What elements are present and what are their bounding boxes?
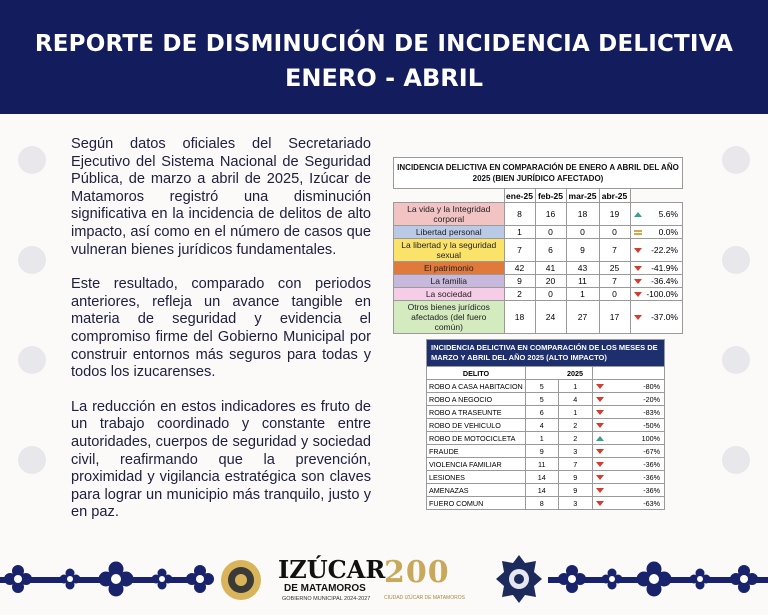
percent-value: -100.0%	[646, 289, 678, 299]
trend-up-icon	[596, 436, 604, 441]
percent-change: -80%	[607, 380, 665, 393]
table2-row	[427, 484, 665, 497]
delito-name: FRAUDE	[427, 445, 526, 458]
month-value: 2	[504, 288, 535, 301]
table2-caption: INCIDENCIA DELICTIVA EN COMPARACIÓN DE LOS MESES DE MARZO Y ABRIL DEL AÑO 2025 (ALTO IMPACTO)	[427, 340, 665, 367]
table2-row	[427, 406, 665, 419]
col-header: abr-25	[599, 189, 630, 203]
category-label: Otros bienes jurídicos afectados (del fuero común)	[394, 301, 505, 334]
trend-equal-icon	[634, 230, 642, 235]
trend-down-icon	[596, 488, 604, 493]
month-value: 14	[526, 484, 559, 497]
police-badge-icon	[494, 553, 544, 605]
percent-value: -36.4%	[651, 276, 678, 286]
table1-row	[394, 288, 683, 301]
percent-change	[630, 262, 683, 275]
percent-change: -67%	[607, 445, 665, 458]
table2-row	[427, 419, 665, 432]
delito-name: ROBO A TRASEUNTE	[427, 406, 526, 419]
month-value: 7	[599, 275, 630, 288]
trend-down-icon	[634, 248, 642, 253]
table1-row	[394, 226, 683, 239]
col-delito: DELITO	[427, 367, 526, 380]
trend-down-icon	[596, 423, 604, 428]
category-label: El patrimonio	[394, 262, 505, 275]
flower-icon	[688, 567, 712, 591]
delito-name: FUERO COMUN	[427, 497, 526, 510]
percent-change	[630, 288, 683, 301]
percent-change	[630, 226, 683, 239]
month-value: 0	[566, 226, 599, 239]
month-value: 20	[535, 275, 566, 288]
trend-down-icon	[596, 475, 604, 480]
month-value: 7	[558, 458, 593, 471]
month-value: 11	[566, 275, 599, 288]
trend-down-icon	[634, 279, 642, 284]
delito-name: ROBO DE MOTOCICLETA	[427, 432, 526, 445]
month-value: 5	[526, 393, 559, 406]
table2-row	[427, 471, 665, 484]
table1-row	[394, 301, 683, 334]
month-value: 2	[558, 419, 593, 432]
month-value: 9	[558, 484, 593, 497]
percent-value: -41.9%	[651, 263, 678, 273]
month-value: 25	[599, 262, 630, 275]
month-value: 7	[599, 239, 630, 262]
trend-up-icon	[634, 212, 642, 217]
report-subtitle: ENERO - ABRIL	[285, 64, 483, 92]
month-value: 0	[535, 226, 566, 239]
paragraph-3: La reducción en estos indicadores es fruto de un trabajo coordinado y constante entre autoridades, cuerpos de seguridad y sociedad civil, reafirmando que la prevención, proximidad y vigilancia estratégica son claves para lograr un municipio más tranquilo, justo y en paz.	[71, 398, 371, 521]
percent-change: -20%	[607, 393, 665, 406]
month-value: 17	[599, 301, 630, 334]
anniversary-number: 200	[384, 555, 450, 590]
table2-row	[427, 393, 665, 406]
table1-header	[394, 189, 683, 203]
month-value: 43	[566, 262, 599, 275]
month-value: 1	[566, 288, 599, 301]
trend-down-icon	[596, 501, 604, 506]
month-value: 8	[526, 497, 559, 510]
percent-change: -36%	[607, 471, 665, 484]
flower-icon	[2, 563, 34, 595]
table1-row	[394, 239, 683, 262]
flower-icon	[58, 567, 82, 591]
percent-change: -63%	[607, 497, 665, 510]
anniversary-label: CIUDAD IZÚCAR DE MATAMOROS	[384, 595, 465, 601]
month-value: 6	[535, 239, 566, 262]
month-value: 1	[504, 226, 535, 239]
month-value: 41	[535, 262, 566, 275]
trend-down-icon	[596, 410, 604, 415]
month-value: 11	[526, 458, 559, 471]
logo-sub: DE MATAMOROS	[284, 583, 366, 594]
trend-down-icon	[634, 315, 642, 320]
month-value: 1	[526, 432, 559, 445]
month-value: 24	[535, 301, 566, 334]
delito-name: ROBO A CASA HABITACION	[427, 380, 526, 393]
category-label: La libertad y la seguridad sexual	[394, 239, 505, 262]
percent-value: 0.0%	[658, 227, 678, 237]
footer	[0, 545, 768, 615]
table2-row	[427, 380, 665, 393]
month-value: 9	[558, 471, 593, 484]
table-alto-impacto	[426, 339, 665, 510]
month-value: 5	[526, 380, 559, 393]
col-header: mar-25	[566, 189, 599, 203]
percent-change	[630, 239, 683, 262]
table2-row	[427, 458, 665, 471]
month-value: 7	[504, 239, 535, 262]
table1-row	[394, 203, 683, 226]
delito-name: ROBO A NEGOCIO	[427, 393, 526, 406]
month-value: 4	[526, 419, 559, 432]
month-value: 27	[566, 301, 599, 334]
month-value: 42	[504, 262, 535, 275]
trend-down-icon	[596, 384, 604, 389]
delito-name: LESIONES	[427, 471, 526, 484]
table2-row	[427, 432, 665, 445]
percent-change	[630, 301, 683, 334]
month-value: 4	[558, 393, 593, 406]
table2-header	[427, 367, 665, 380]
percent-change: -50%	[607, 419, 665, 432]
header-banner	[0, 0, 768, 114]
logo-tag: GOBIERNO MUNICIPAL 2024-2027	[282, 596, 371, 602]
report-title: REPORTE DE DISMINUCIÓN DE INCIDENCIA DELICTIVA	[34, 31, 734, 57]
month-value: 0	[599, 226, 630, 239]
municipal-emblem-icon	[218, 557, 264, 603]
flower-icon	[184, 563, 216, 595]
category-label: La vida y la Integridad corporal	[394, 203, 505, 226]
flower-icon	[556, 563, 588, 595]
percent-value: 5.6%	[658, 209, 678, 219]
col-header: feb-25	[535, 189, 566, 203]
trend-down-icon	[596, 462, 604, 467]
flower-icon	[150, 567, 174, 591]
percent-value: -37.0%	[651, 312, 678, 322]
trend-down-icon	[634, 292, 642, 297]
month-value: 2	[558, 432, 593, 445]
percent-change: -83%	[607, 406, 665, 419]
delito-name: VIOLENCIA FAMILIAR	[427, 458, 526, 471]
month-value: 3	[558, 497, 593, 510]
col-header: ene-25	[504, 189, 535, 203]
delito-name: ROBO DE VEHICULO	[427, 419, 526, 432]
col-year: 2025	[558, 367, 593, 380]
percent-change: 100%	[607, 432, 665, 445]
category-label: La sociedad	[394, 288, 505, 301]
month-value: 19	[599, 203, 630, 226]
flower-icon	[96, 559, 136, 599]
table1-row	[394, 262, 683, 275]
paragraph-2: Este resultado, comparado con periodos anteriores, refleja un avance tangible en materia de seguridad y evidencia el compromiso firme del Gobierno Municipal por construir entornos más seguros para todas y todos los izucarenses.	[71, 276, 371, 381]
month-value: 6	[526, 406, 559, 419]
month-value: 9	[526, 445, 559, 458]
month-value: 3	[558, 445, 593, 458]
background-pattern-right	[706, 120, 766, 540]
background-pattern-left	[2, 120, 62, 540]
percent-change: -36%	[607, 458, 665, 471]
trend-down-icon	[634, 266, 642, 271]
flower-icon	[728, 563, 760, 595]
percent-value: -22.2%	[651, 245, 678, 255]
paragraph-1: Según datos oficiales del Secretariado Ejecutivo del Sistema Nacional de Seguridad Pública, de marzo a abril de 2025, Izúcar de Matamoros registró una disminución significativa en la incidencia de delitos de alto impacto, así como en el número de casos que vulneran bienes jurídicos fundamentales.	[71, 136, 371, 258]
category-label: Libertad personal	[394, 226, 505, 239]
percent-change	[630, 203, 683, 226]
month-value: 1	[558, 380, 593, 393]
month-value: 18	[566, 203, 599, 226]
month-value: 8	[504, 203, 535, 226]
flower-icon	[600, 567, 624, 591]
percent-change	[630, 275, 683, 288]
delito-name: AMENAZAS	[427, 484, 526, 497]
month-value: 1	[558, 406, 593, 419]
table1-row	[394, 275, 683, 288]
trend-down-icon	[596, 449, 604, 454]
percent-change: -36%	[607, 484, 665, 497]
trend-down-icon	[596, 397, 604, 402]
table2-row	[427, 445, 665, 458]
month-value: 0	[535, 288, 566, 301]
table-bien-juridico	[393, 157, 683, 334]
category-label: La familia	[394, 275, 505, 288]
body-text	[71, 136, 371, 539]
logo-main: IZÚCAR	[278, 555, 386, 584]
table1-caption: INCIDENCIA DELICTIVA EN COMPARACIÓN DE ENERO A ABRIL DEL AÑO 2025 (BIEN JURÍDICO AFECTADO)	[394, 158, 683, 189]
flower-icon	[634, 559, 674, 599]
month-value: 9	[566, 239, 599, 262]
table2-row	[427, 497, 665, 510]
month-value: 0	[599, 288, 630, 301]
month-value: 9	[504, 275, 535, 288]
month-value: 16	[535, 203, 566, 226]
month-value: 14	[526, 471, 559, 484]
month-value: 18	[504, 301, 535, 334]
